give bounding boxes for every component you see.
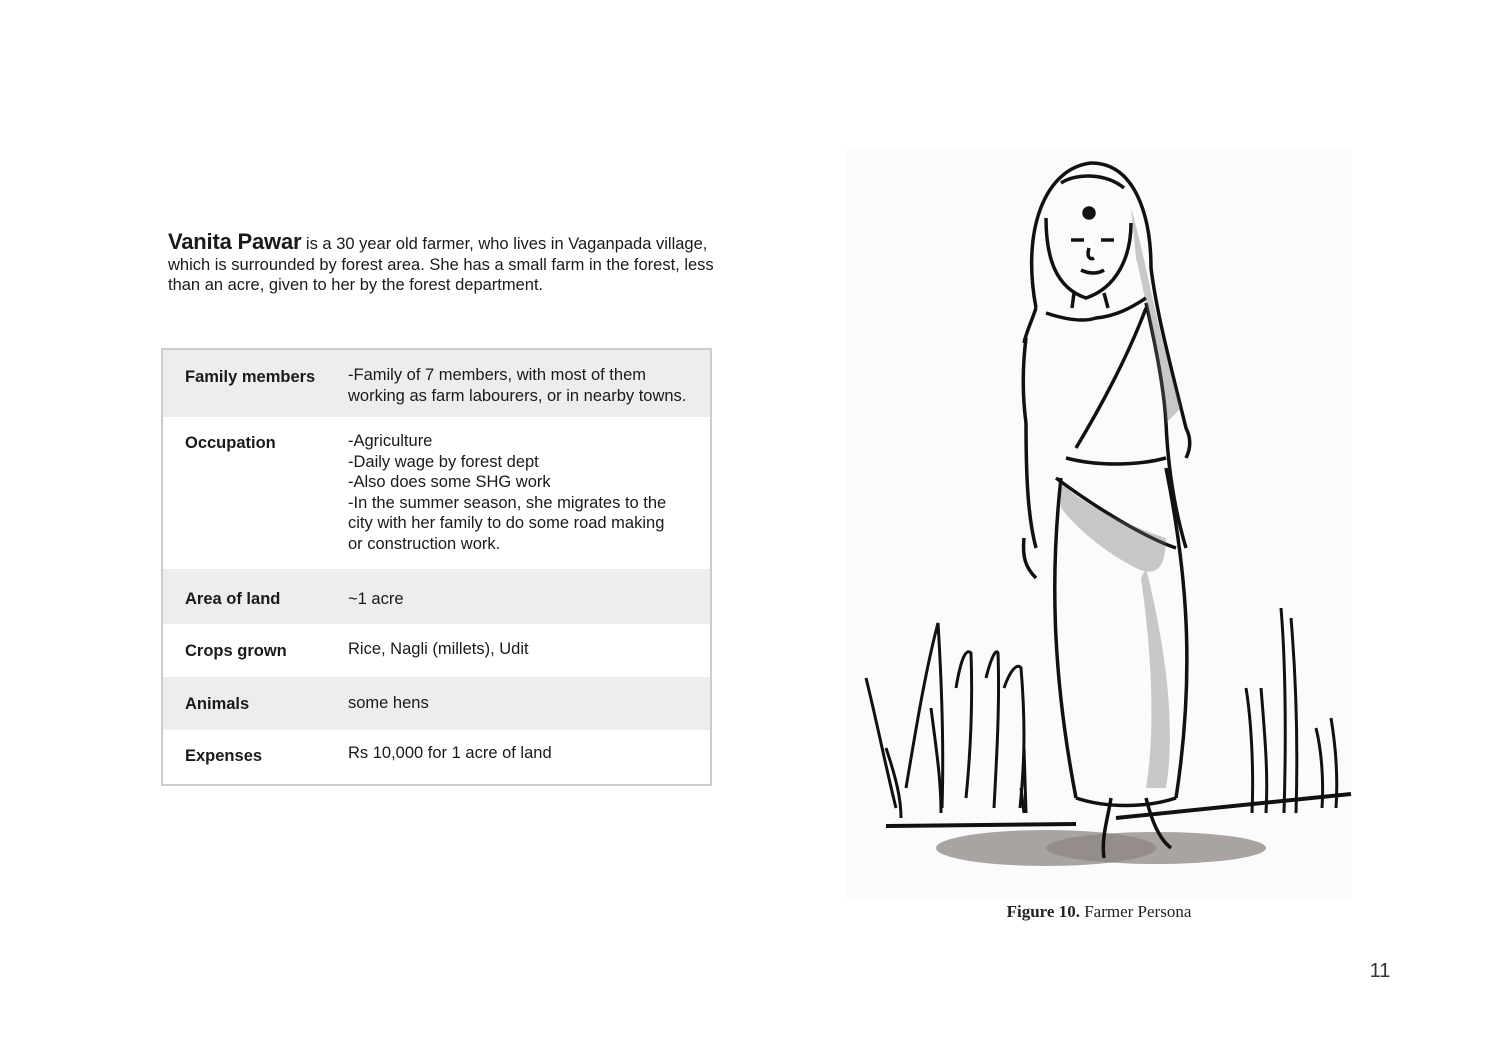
row-label-area-of-land: Area of land bbox=[185, 590, 281, 608]
row-value-family-members bbox=[348, 350, 710, 417]
value-line: or construction work. bbox=[348, 534, 501, 553]
table-row bbox=[163, 730, 710, 784]
value-line: working as farm labourers, or in nearby towns. bbox=[348, 386, 687, 405]
figure-title: Farmer Persona bbox=[1079, 902, 1192, 921]
row-value-expenses bbox=[348, 730, 710, 784]
grass-right bbox=[1246, 608, 1337, 813]
value-line: -Daily wage by forest dept bbox=[348, 452, 539, 471]
row-value-crops-grown bbox=[348, 624, 710, 677]
page-number: 11 bbox=[1369, 960, 1391, 982]
value-line: city with her family to do some road making bbox=[348, 514, 665, 532]
persona-intro bbox=[168, 229, 738, 296]
value-line: Rice, Nagli (millets), Udit bbox=[348, 640, 529, 658]
persona-profile-table bbox=[161, 348, 712, 786]
figure-caption bbox=[846, 902, 1352, 922]
farmer-persona-illustration bbox=[846, 148, 1352, 898]
farmer-sketch bbox=[846, 148, 1352, 898]
table-row bbox=[163, 417, 710, 569]
row-value-occupation bbox=[348, 417, 710, 569]
row-label-crops-grown: Crops grown bbox=[185, 642, 287, 660]
persona-name: Vanita Pawar bbox=[168, 229, 302, 254]
row-label-occupation: Occupation bbox=[185, 434, 276, 452]
value-line: -Also does some SHG work bbox=[348, 473, 551, 491]
table-row bbox=[163, 624, 710, 677]
table-row bbox=[163, 569, 710, 624]
row-value-area-of-land bbox=[348, 569, 710, 624]
value-line: -In the summer season, she migrates to the bbox=[348, 493, 667, 512]
row-label-family-members: Family members bbox=[185, 368, 316, 386]
persona-description: is a 30 year old farmer, who lives in Vaganpada village, which is surrounded by forest area. She has a small farm in the forest, less than an acre, given to her by the forest department. bbox=[168, 235, 714, 294]
row-value-animals bbox=[348, 677, 710, 730]
value-line: ~1 acre bbox=[348, 590, 404, 608]
table-row bbox=[163, 350, 710, 417]
value-line: -Family of 7 members, with most of them bbox=[348, 366, 646, 384]
grass-left bbox=[866, 623, 1026, 818]
value-line: some hens bbox=[348, 694, 429, 712]
row-label-expenses: Expenses bbox=[185, 747, 263, 765]
ground-line bbox=[886, 794, 1351, 826]
figure-label: Figure 10. bbox=[1006, 902, 1080, 921]
row-label-animals: Animals bbox=[185, 695, 250, 713]
value-line: -Agriculture bbox=[348, 432, 433, 450]
table-row bbox=[163, 677, 710, 730]
ground-shadow bbox=[1046, 832, 1266, 864]
value-line: Rs 10,000 for 1 acre of land bbox=[348, 744, 552, 762]
